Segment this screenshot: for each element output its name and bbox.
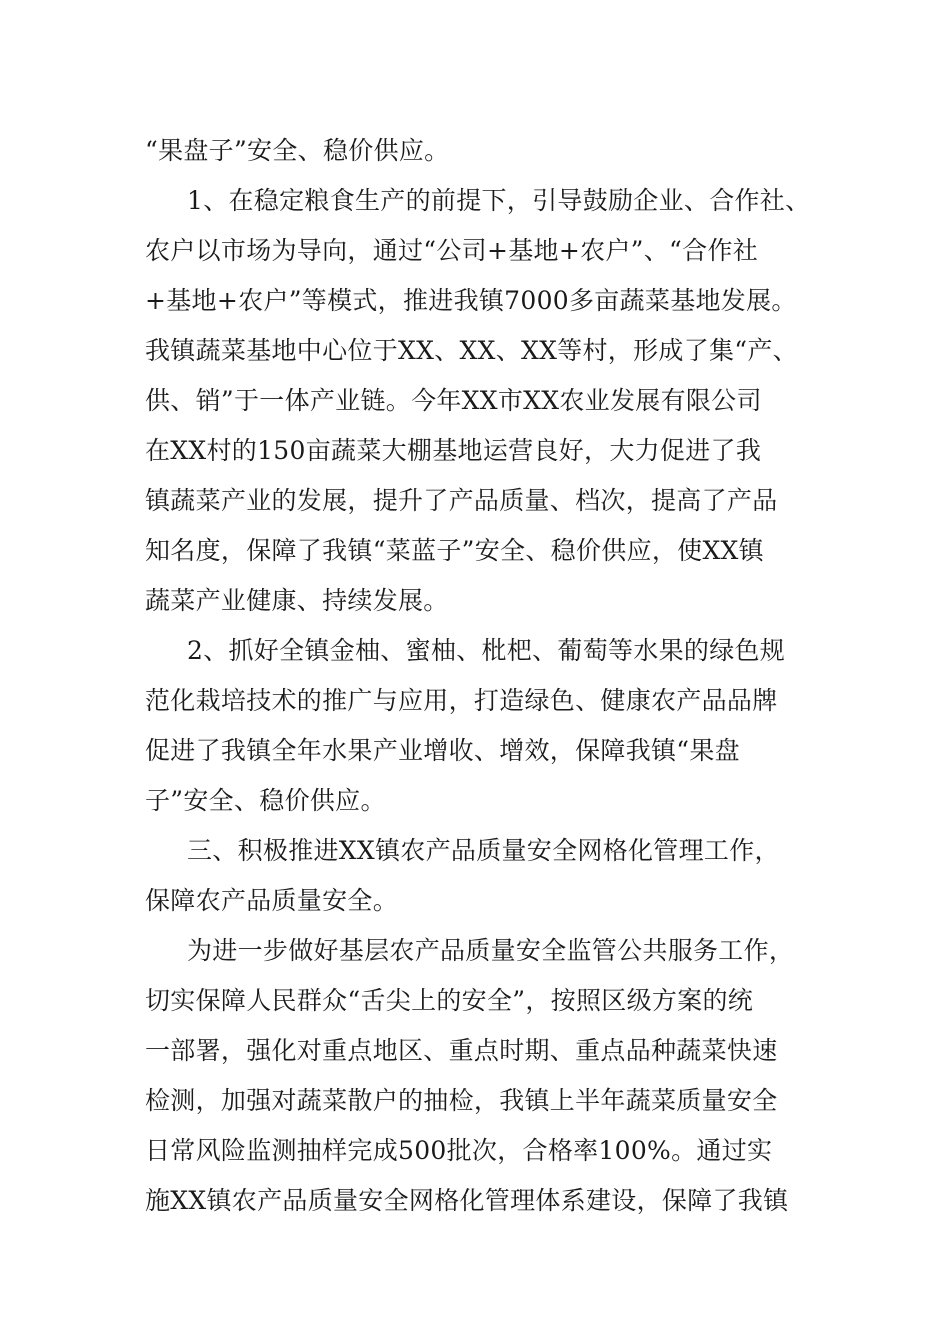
text-line-15: 三、积极推进XX镇农产品质量安全网格化管理工作，: [187, 836, 780, 865]
text-line-3: 农户以市场为导向，通过“公司+基地+农户”、“合作社: [145, 236, 759, 265]
text-line-17: 为进一步做好基层农产品质量安全监管公共服务工作，: [187, 936, 795, 965]
text-line-21: 日常风险监测抽样完成500批次，合格率100%。通过实: [145, 1136, 773, 1165]
text-line-20: 检测，加强对蔬菜散户的抽检，我镇上半年蔬菜质量安全: [145, 1086, 778, 1115]
text-line-12: 范化栽培技术的推广与应用，打造绿色、健康农产品品牌: [145, 686, 778, 715]
text-line-2: 1、在稳定粮食生产的前提下，引导鼓励企业、合作社、: [187, 186, 811, 215]
text-line-7: 在XX村的150亩蔬菜大棚基地运营良好，大力促进了我: [145, 436, 762, 465]
text-line-4: +基地+农户”等模式，推进我镇7000多亩蔬菜基地发展。: [145, 286, 797, 315]
text-line-9: 知名度，保障了我镇“菜蓝子”安全、稳价供应，使XX镇: [145, 536, 764, 565]
text-line-11: 2、抓好全镇金柚、蜜柚、枇杷、葡萄等水果的绿色规: [187, 636, 786, 665]
text-line-5: 我镇蔬菜基地中心位于XX、XX、XX等村，形成了集“产、: [145, 336, 798, 365]
text-line-16: 保障农产品质量安全。: [145, 886, 399, 915]
text-line-18: 切实保障人民群众“舌尖上的安全”，按照区级方案的统: [145, 986, 754, 1015]
text-line-14: 子”安全、稳价供应。: [145, 786, 386, 815]
text-line-19: 一部署，强化对重点地区、重点时期、重点品种蔬菜快速: [145, 1036, 778, 1065]
text-line-13: 促进了我镇全年水果产业增收、增效，保障我镇“果盘: [145, 736, 740, 765]
text-line-10: 蔬菜产业健康、持续发展。: [145, 586, 449, 615]
text-line-1: “果盘子”安全、稳价供应。: [145, 136, 450, 165]
text-line-8: 镇蔬菜产业的发展，提升了产品质量、档次，提高了产品: [145, 486, 778, 515]
text-line-22: 施XX镇农产品质量安全网格化管理体系建设，保障了我镇: [145, 1186, 789, 1215]
body-text: [145, 126, 815, 1226]
text-line-6: 供、销”于一体产业链。今年XX市XX农业发展有限公司: [145, 386, 762, 415]
